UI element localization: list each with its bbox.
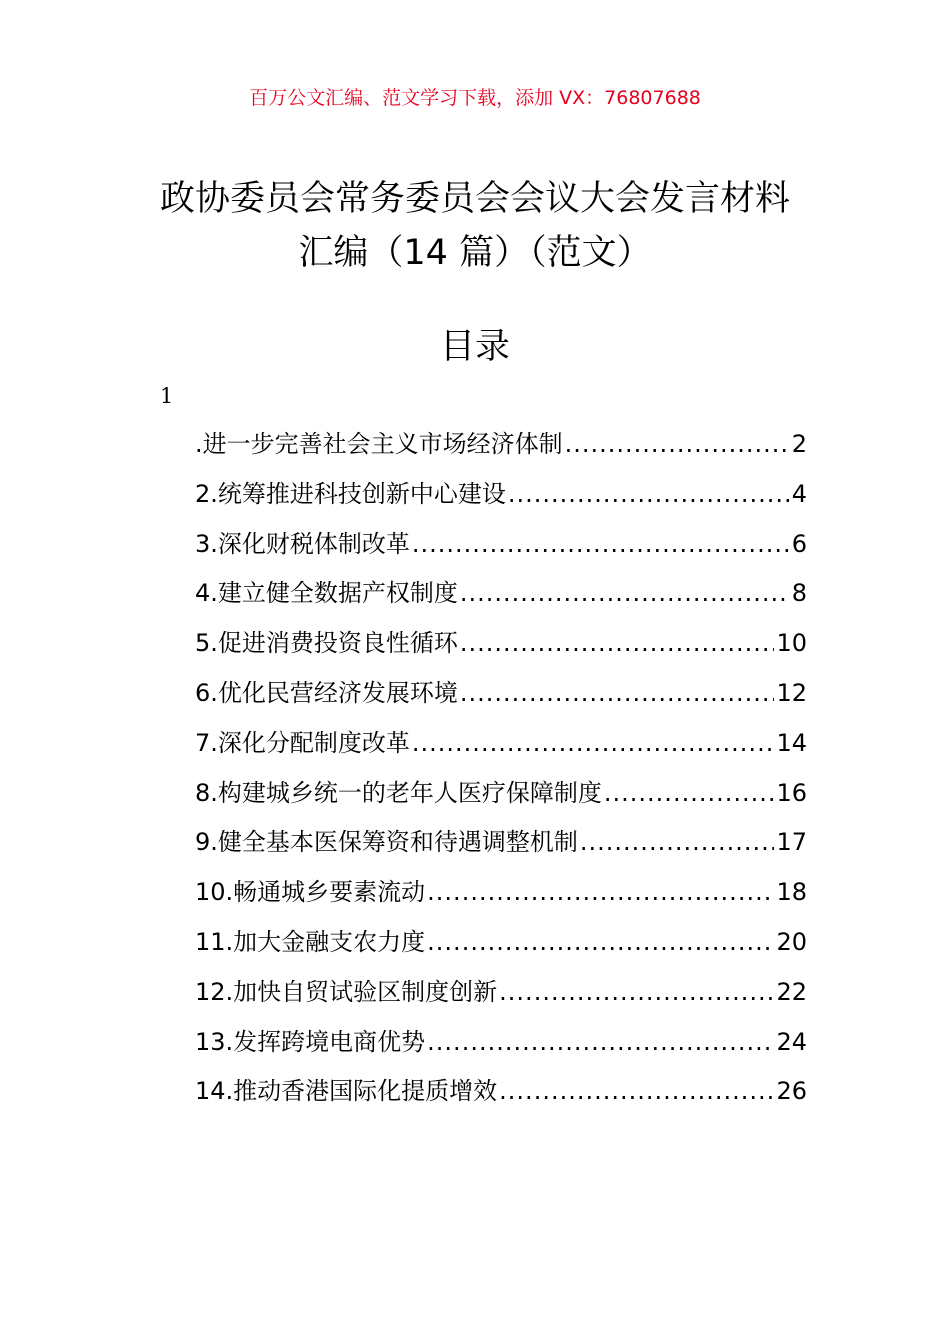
toc-dot-leader: [427, 1022, 774, 1062]
toc-dot-leader: [412, 524, 790, 564]
toc-entry-label: 5.促进消费投资良性循环: [195, 629, 458, 658]
toc-heading: 目录: [439, 327, 510, 367]
toc-entry-page: 20: [776, 927, 807, 956]
toc-entry-label: 10.畅通城乡要素流动: [195, 878, 426, 907]
toc-entry[interactable]: [195, 723, 807, 773]
toc-dot-leader: [427, 872, 774, 912]
toc-dot-leader: [427, 922, 774, 962]
toc-dot-leader: [412, 723, 775, 763]
toc-dot-leader: [499, 1071, 774, 1111]
toc-entry-label: 14.推动香港国际化提质增效: [195, 1077, 498, 1106]
toc-entry-page: 10: [776, 629, 807, 658]
toc-entry-label: .进一步完善社会主义市场经济体制: [195, 430, 563, 458]
toc-entry[interactable]: [195, 524, 807, 574]
toc-entry[interactable]: [195, 1071, 807, 1121]
toc-entry-label: 3.深化财税体制改革: [195, 529, 410, 558]
title-line-2: 汇编（14 篇）（范文）: [298, 233, 652, 273]
toc-dot-leader: [460, 623, 775, 663]
toc-dot-leader: [499, 972, 774, 1012]
toc-entry-page: 14: [776, 728, 807, 757]
toc-entry-page: 22: [776, 977, 807, 1006]
toc-entry[interactable]: [195, 424, 807, 474]
page-number-mark: 1: [160, 384, 174, 408]
toc-entry[interactable]: [195, 872, 807, 922]
toc-entry-page: 18: [776, 878, 807, 907]
toc-entry-page: 2: [791, 430, 807, 458]
toc-entry[interactable]: [195, 1022, 807, 1072]
toc-entry[interactable]: [195, 773, 807, 823]
toc-dot-leader: [565, 424, 790, 464]
toc-entry-page: 12: [776, 678, 807, 707]
toc-dot-leader: [508, 474, 790, 514]
toc-entry-label: 6.优化民营经济发展环境: [195, 678, 458, 707]
toc-entry-label: 2.统筹推进科技创新中心建设: [195, 479, 506, 508]
toc-dot-leader: [460, 673, 775, 713]
toc-entry-page: 26: [776, 1077, 807, 1106]
toc-entry-page: 6: [791, 529, 807, 558]
toc-dot-leader: [604, 773, 775, 813]
toc-entry-label: 4.建立健全数据产权制度: [195, 579, 458, 608]
toc-entry[interactable]: [195, 673, 807, 723]
toc-entry[interactable]: [195, 822, 807, 872]
toc-entry-page: 8: [791, 579, 807, 608]
toc-dot-leader: [460, 573, 790, 613]
title-line-1: 政协委员会常务委员会会议大会发言材料: [159, 179, 790, 219]
toc-entry-label: 12.加快自贸试验区制度创新: [195, 977, 498, 1006]
document-title: [100, 172, 850, 280]
table-of-contents: [195, 424, 807, 1121]
toc-entry[interactable]: [195, 474, 807, 524]
toc-entry[interactable]: [195, 573, 807, 623]
toc-entry-page: 16: [776, 778, 807, 807]
toc-entry-label: 9.健全基本医保筹资和待遇调整机制: [195, 828, 578, 857]
toc-entry-label: 13.发挥跨境电商优势: [195, 1027, 426, 1056]
toc-entry-label: 7.深化分配制度改革: [195, 728, 410, 757]
toc-entry-page: 4: [791, 479, 807, 508]
toc-entry-label: 8.构建城乡统一的老年人医疗保障制度: [195, 778, 602, 807]
toc-entry[interactable]: [195, 922, 807, 972]
toc-entry-page: 17: [776, 828, 807, 857]
toc-dot-leader: [580, 822, 775, 862]
toc-entry[interactable]: [195, 623, 807, 673]
toc-entry-label: 11.加大金融支农力度: [195, 927, 426, 956]
toc-entry[interactable]: [195, 972, 807, 1022]
toc-entry-page: 24: [776, 1027, 807, 1056]
header-note: 百万公文汇编、范文学习下载，添加 VX：76807688: [249, 87, 701, 109]
